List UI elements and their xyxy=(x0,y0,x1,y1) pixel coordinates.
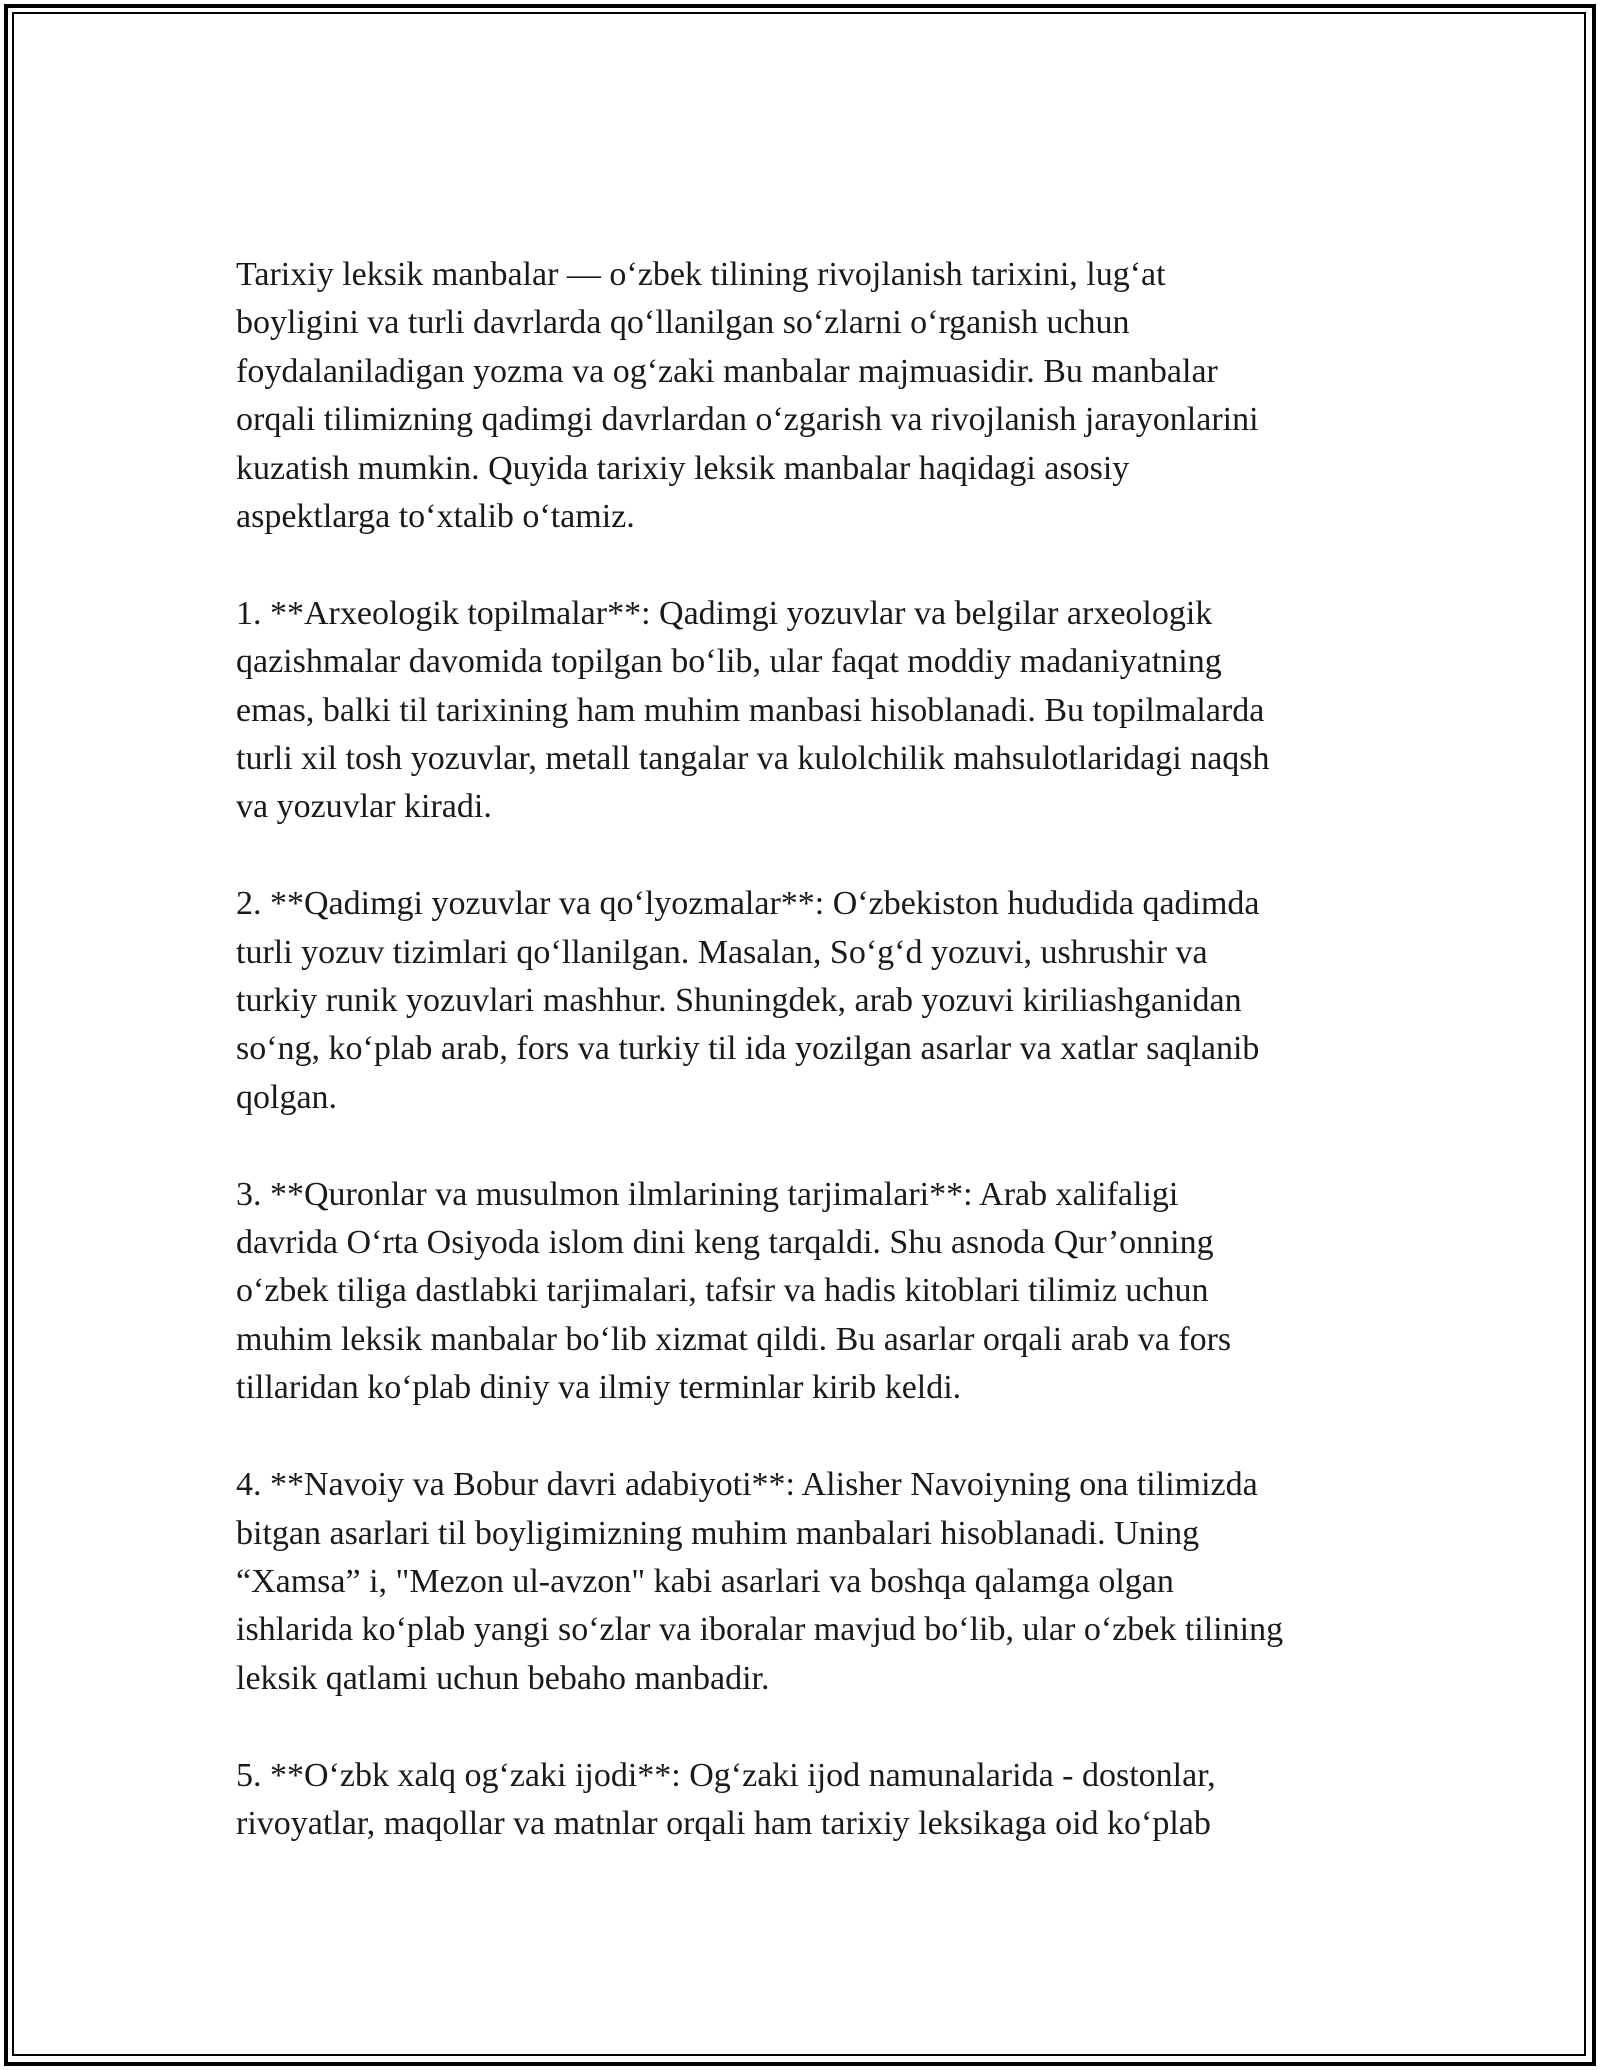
section-1-paragraph: 1. **Arxeologik topilmalar**: Qadimgi yozuvlar va belgilar arxeologik qazishmalar davomida topilgan bo‘lib, ular faqat moddiy madaniyatning emas, balki til tarixining ham muhim manbasi hisoblanadi. Bu topilmalarda turli xil tosh yozuvlar, metall tangalar va kulolchilik mahsulotlaridagi naqsh va yozuvlar kiradi. xyxy=(236,594,1270,826)
intro-paragraph: Tarixiy leksik manbalar — o‘zbek tilining rivojlanish tarixini, lug‘at boyligini va turli davrlarda qo‘llanilgan so‘zlarni o‘rganish uchun foydalaniladigan yozma va og‘zaki manbalar majmuasidir. Bu manbalar orqali tilimizning qadimgi davrlardan o‘zgarish va rivojlanish jarayonlarini kuzatish mumkin. Quyida tarixiy leksik manbalar haqidagi asosiy aspektlarga to‘xtalib o‘tamiz. xyxy=(236,256,1259,536)
section-2-paragraph: 2. **Qadimgi yozuvlar va qo‘lyozmalar**: O‘zbekiston hududida qadimda turli yozuv tizimlari qo‘llanilgan. Masalan, So‘g‘d yozuvi, ushrushir va turkiy runik yozuvlari mashhur. Shuningdek, arab yozuvi kiriliashganidan so‘ng, ko‘plab arab, fors va turkiy til ida yozilgan asarlar va xatlar saqlanib qolgan. xyxy=(236,885,1260,1116)
section-4-paragraph: 4. **Navoiy va Bobur davri adabiyoti**: Alisher Navoiyning ona tilimizda bitgan asarlari til boyligimizning muhim manbalari hisoblanadi. Uning “Xamsa” i, "Mezon ul-avzon" kabi asarlari va boshqa qalamga olgan ishlarida ko‘plab yangi so‘zlar va iboralar mavjud bo‘lib, ular o‘zbek tilining leksik qatlami uchun bebaho manbadir. xyxy=(236,1466,1284,1697)
section-5-paragraph: 5. **O‘zbk xalq og‘zaki ijodi**: Og‘zaki ijod namunalarida - dostonlar, rivoyatlar, maqollar va matnlar orqali ham tarixiy leksikaga oid ko‘plab xyxy=(236,1756,1216,1842)
document-body xyxy=(236,251,1386,1897)
section-3-paragraph: 3. **Quronlar va musulmon ilmlarining tarjimalari**: Arab xalifaligi davrida O‘rta Osiyoda islom dini keng tarqaldi. Shu asnoda Qur’onning o‘zbek tiliga dastlabki tarjimalari, tafsir va hadis kitoblari tilimiz uchun muhim leksik manbalar bo‘lib xizmat qildi. Bu asarlar orqali arab va fors tillaridan ko‘plab diniy va ilmiy terminlar kirib keldi. xyxy=(236,1175,1232,1407)
